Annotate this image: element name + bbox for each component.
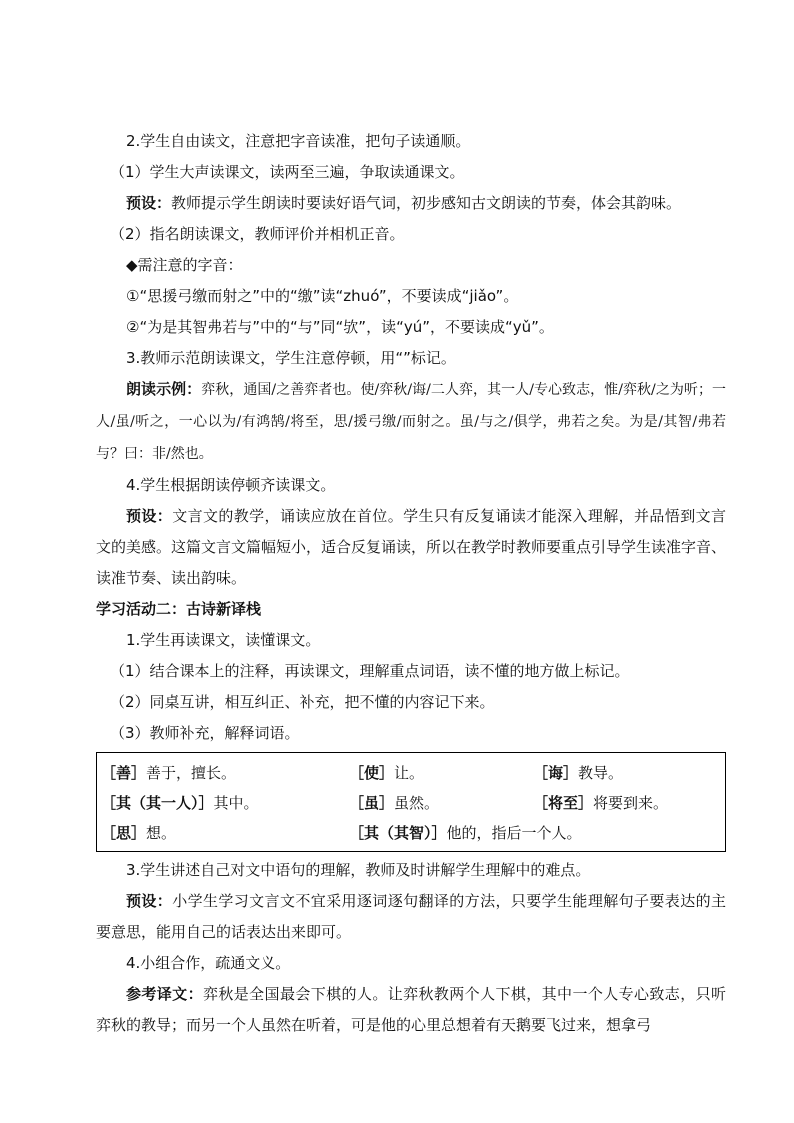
vocab-cell — [529, 753, 726, 788]
substep-1: （1）学生大声读课文，读两至三遍，争取读通课文。 — [110, 163, 465, 181]
activity-2-substep-3: （3）教师补充，解释词语。 — [110, 724, 300, 742]
step-2-heading: 2.学生自由读文，注意把字音读准，把句子读通顺。 — [126, 132, 471, 150]
pronunciation-note-2: ②“为是其智弗若与”中的“与”同“欤”，读“yú”，不要读成“yǔ”。 — [126, 318, 554, 336]
document-page — [96, 126, 726, 1041]
vocab-cell — [529, 787, 726, 817]
reading-example-label: 朗读示例： — [126, 380, 202, 398]
reference-translation-text: 弈秋是全国最会下棋的人。让弈秋教两个人下棋，其中一个人专心致志，只听弈秋的教导；而另一个人虽然在听着，可是他的心里总想着有天鹅要飞过来，想拿弓 — [96, 985, 726, 1034]
vocabulary-table — [96, 752, 726, 852]
preset-text: 小学生学习文言文不宜采用逐词逐句翻译的方法，只要学生能理解句子要表达的主要意思，能用自己的话表达出来即可。 — [96, 892, 726, 941]
vocab-row — [97, 817, 726, 852]
substep-2: （2）指名朗读课文，教师评价并相机正音。 — [110, 225, 405, 243]
vocab-term: ［将至］ — [533, 793, 594, 812]
vocab-cell — [97, 787, 346, 817]
vocab-term: ［使］ — [349, 763, 395, 782]
vocab-term: ［其（其智）］ — [349, 823, 447, 842]
reference-translation — [96, 979, 726, 1041]
preset-label: 预设： — [126, 507, 173, 525]
pronunciation-note-heading: ◆需注意的字音： — [126, 256, 243, 274]
vocab-cell — [97, 817, 346, 852]
vocab-cell — [345, 817, 726, 852]
step-4-heading: 4.学生根据朗读停顿齐读课文。 — [126, 476, 336, 494]
vocab-definition: 善于，擅长。 — [146, 763, 237, 782]
activity-2-substep-2: （2）同桌互讲，相互纠正、补充，把不懂的内容记下来。 — [110, 693, 495, 711]
activity-2-step-4: 4.小组合作，疏通文义。 — [126, 954, 291, 972]
vocab-definition: 虽然。 — [394, 793, 440, 812]
reading-example — [96, 374, 726, 470]
reading-example-text: 弈秋，通国/之善弈者也。使/弈秋/诲/二人弈，其一人/专心致志，惟/弈秋/之为听；一人/虽/听之，一心以为/有鸿鹄/将至，思/援弓缴/而射之。虽/与之/俱学，弗若之矣。为是/其智/弗若与？曰：非/然也。 — [96, 382, 726, 462]
preset-label: 预设： — [126, 194, 172, 212]
vocab-term: ［虽］ — [349, 793, 395, 812]
vocab-definition: 教导。 — [578, 763, 624, 782]
vocab-definition: 将要到来。 — [593, 793, 669, 812]
vocab-term: ［其（其一人）］ — [101, 793, 214, 812]
preset-text: 文言文的教学，诵读应放在首位。学生只有反复诵读才能深入理解，并品悟到文言文的美感。这篇文言文篇幅短小，适合反复诵读，所以在教学时教师要重点引导学生读准字音、读准节奏、读出韵味。 — [96, 507, 727, 587]
preset-paragraph-1 — [96, 188, 726, 219]
preset-paragraph-2 — [96, 501, 726, 594]
vocab-definition: 让。 — [394, 763, 425, 782]
step-3-heading: 3.教师示范朗读课文，学生注意停顿，用“”标记。 — [126, 349, 456, 367]
preset-paragraph-3 — [96, 886, 726, 948]
vocab-definition: 想。 — [146, 823, 177, 842]
vocab-cell — [97, 753, 346, 788]
vocab-term: ［诲］ — [533, 763, 579, 782]
vocab-definition: 他的，指后一个人。 — [446, 823, 582, 842]
activity-2-step-1: 1.学生再读课文，读懂课文。 — [126, 631, 321, 649]
activity-2-step-3: 3.学生讲述自己对文中语句的理解，教师及时讲解学生理解中的难点。 — [126, 861, 591, 879]
preset-label: 预设： — [126, 892, 173, 910]
vocab-row — [97, 787, 726, 817]
vocab-term: ［思］ — [101, 823, 147, 842]
preset-text: 教师提示学生朗读时要读好语气词，初步感知古文朗读的节奏，体会其韵味。 — [171, 194, 682, 212]
reference-translation-label: 参考译文： — [126, 985, 203, 1003]
activity-2-heading: 学习活动二：古诗新译栈 — [96, 600, 262, 618]
vocab-cell — [345, 753, 529, 788]
activity-2-substep-1: （1）结合课本上的注释，再读课文，理解重点词语，读不懂的地方做上标记。 — [110, 662, 630, 680]
pronunciation-note-1: ①“思援弓缴而射之”中的“缴”读“zhuó”，不要读成“jiǎo”。 — [126, 287, 519, 305]
vocab-definition: 其中。 — [213, 793, 259, 812]
vocab-term: ［善］ — [101, 763, 147, 782]
vocab-cell — [345, 787, 529, 817]
vocab-row — [97, 753, 726, 788]
